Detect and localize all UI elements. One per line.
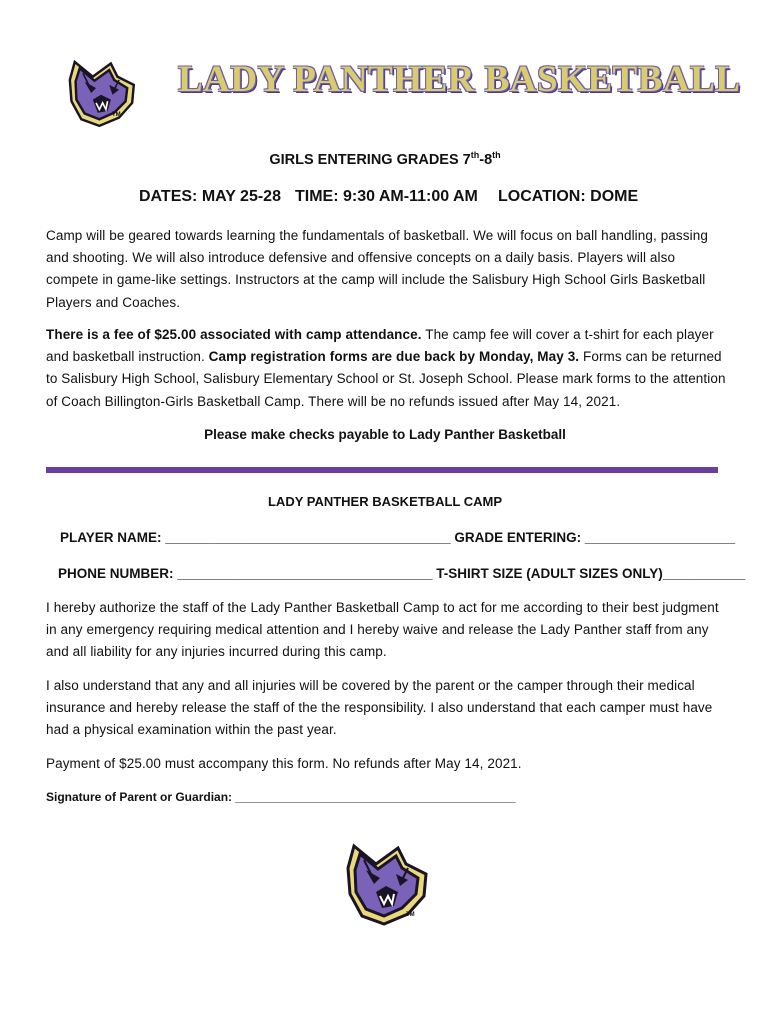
player-name-grade-field[interactable]: PLAYER NAME: ______________________________________ GRADE ENTERING: ____________________ (60, 530, 735, 545)
camp-description: Camp will be geared towards learning the fundamentals of basketball. We will focus on ball handling, passing and shooting. We will also introduce defensive and offensive concepts on a daily basis. Players will also compete in game-like settings. Instructors at the camp will include the Salisbury High School Girls Basketball Players and Coaches. (46, 228, 708, 310)
injury-paragraph: I also understand that any and all injuries will be covered by the parent or the camper through their medical insurance and hereby release the staff of the the responsibility. I also understand that each camper must have had a physical examination within the past year. (46, 678, 713, 738)
signature-field[interactable]: Signature of Parent or Guardian: __________________________________________ (46, 790, 516, 804)
trademark-label: TM (406, 912, 415, 918)
form-heading: LADY PANTHER BASKETBALL CAMP (267, 494, 502, 509)
grades-heading: GIRLS ENTERING GRADES 7th-8th (269, 150, 501, 168)
payment-note: Payment of $25.00 must accompany this form. No refunds after May 14, 2021. (46, 756, 522, 771)
panther-logo-icon (60, 52, 142, 130)
trademark-label: TM (112, 112, 121, 118)
time-label: TIME: 9:30 AM-11:00 AM (295, 188, 478, 205)
fee-paragraph: There is a fee of $25.00 associated with camp attendance. The camp fee will cover a t-shirt for each player and basketball instruction. Camp registration forms are due back by Monday, May 3. Forms can be returned to Salisbury High School, Salisbury Elementary School or St. Joseph School. Please mark forms to the attention of Coach Billington-Girls Basketball Camp. There will be no refunds issued after May 14, 2021. (46, 327, 726, 409)
authorization-paragraph: I hereby authorize the staff of the Lady Panther Basketball Camp to act for me according to their best judgment in any emergency requiring medical attention and I hereby waive and release the Lady Panther staff from any and all liability for any injuries incurred during this camp. (46, 600, 719, 660)
page-title: LADY PANTHER BASKETBALL (178, 59, 741, 100)
section-divider (46, 467, 718, 473)
panther-logo-bottom-icon (336, 834, 436, 929)
dates-label: DATES: MAY 25-28 (139, 188, 281, 205)
due-date-statement: Camp registration forms are due back by Monday, May 3. (208, 349, 580, 365)
checks-payable-note: Please make checks payable to Lady Panther Basketball (204, 427, 566, 442)
fee-statement: There is a fee of $25.00 associated with camp attendance. (46, 327, 422, 342)
phone-tshirt-field[interactable]: PHONE NUMBER: __________________________________ T-SHIRT SIZE (ADULT SIZES ONLY)___________ (58, 566, 746, 581)
location-label: LOCATION: DOME (498, 188, 639, 205)
